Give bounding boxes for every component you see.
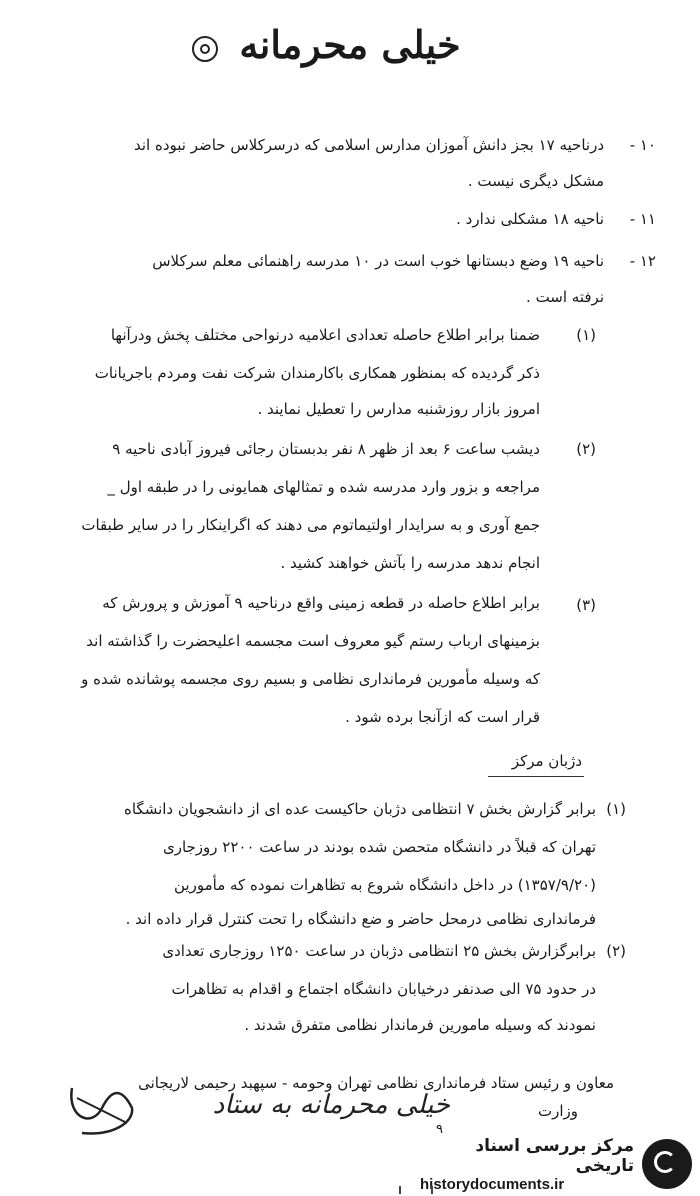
report-line: (۱۳۵۷/۹/۲۰) در داخل دانشگاه شروع به تظاهرات نموده که مأمورین (174, 876, 596, 894)
page-number: ۹ (436, 1122, 443, 1137)
item-number: ۱۲ - (629, 252, 656, 270)
item-line: ناحیه ۱۸ مشکلی ندارد . (456, 210, 604, 228)
paragraph-number: (۱) (576, 326, 596, 344)
paragraph-line: ذکر گردیده که بمنظور همکاری باکارمندان شرکت نفت ومردم باجریانات (94, 364, 540, 382)
paragraph-number: (۲) (576, 440, 596, 458)
item-number: ۱۱ - (629, 210, 656, 228)
scan-edge-marks (399, 1186, 433, 1194)
report-line: تهران که قبلاً در دانشگاه متحصن شده بودند در ساعت ۲۲۰۰ روزجاری (162, 838, 596, 856)
handwritten-signature (62, 1078, 142, 1144)
paragraph-line: ضمنا برابر اطلاع حاصله تعدادی اعلامیه درنواحی مختلف پخش ودرآنها (110, 326, 540, 344)
paragraph-line: دیشب ساعت ۶ بعد از ظهر ۸ نفر بدبستان رجائی فیروز آبادی ناحیه ۹ (112, 440, 540, 458)
paragraph-line: مراجعه و بزور وارد مدرسه شده و تمثالهای همایونی را در طبقه اول _ (107, 478, 540, 496)
paragraph-line: قرار است که ازآنجا برده شود . (345, 708, 540, 726)
report-line: نمودند که وسیله مامورین فرماندار نظامی متفرق شدند . (244, 1016, 596, 1034)
paragraph-line: بزمینهای ارباب رستم گیو معروف است مجسمه اعلیحضرت را گذاشته اند (86, 632, 540, 650)
section-heading-underline (488, 776, 584, 777)
item-line: درناحیه ۱۷ بجز دانش آموزان مدارس اسلامی که درسرکلاس حاضر نبوده اند (133, 136, 604, 154)
archive-logo-icon (642, 1139, 692, 1189)
handwritten-note: خیلی محرمانه به ستاد (212, 1090, 450, 1120)
item-number: ۱۰ - (629, 136, 656, 154)
report-line: فرمانداری نظامی درمحل حاضر و ضع دانشگاه را تحت کنترل قرار داده اند . (125, 910, 596, 928)
signature-line: معاون و رئیس ستاد فرمانداری نظامی تهران وحومه - سپهبد رحیمی لاریجانی (138, 1074, 614, 1092)
section-heading: دژبان مرکز (511, 752, 582, 770)
paragraph-number: (۳) (576, 596, 596, 614)
watermark-logo (420, 1136, 692, 1192)
ministry-label: وزارت (537, 1102, 578, 1120)
report-line: در حدود ۷۵ الی صدنفر درخیابان دانشگاه اجتماع و اقدام به تظاهرات (171, 980, 596, 998)
item-line: ناحیه ۱۹ وضع دبستانها خوب است در ۱۰ مدرسه راهنمائی معلم سرکلاس (152, 252, 604, 270)
document-title: خیلی محرمانه (239, 22, 461, 67)
watermark-org-name: مرکز بررسی اسناد تاریخی (475, 1135, 634, 1176)
paragraph-line: امروز بازار روزشنبه مدارس را تعطیل نمایند . (257, 400, 540, 418)
paragraph-line: برابر اطلاع حاصله در قطعه زمینی واقع درناحیه ۹ آموزش و پرورش که (102, 594, 540, 612)
watermark-url: historydocuments.ir (420, 1175, 565, 1193)
report-number: (۱) (606, 800, 626, 818)
item-line: نرفته است . (526, 288, 604, 306)
report-line: برابر گزارش بخش ۷ انتظامی دژبان حاکیست عده ای از دانشجویان دانشگاه (123, 800, 596, 818)
paragraph-line: که وسیله مأمورین فرمانداری نظامی و بسیم روی مجسمه پوشانده شده و (81, 670, 540, 688)
report-line: برابرگزارش بخش ۲۵ انتظامی دژبان در ساعت ۱۲۵۰ روزجاری تعدادی (162, 942, 596, 960)
paragraph-line: جمع آوری و به سرایدار اولتیماتوم می دهند که اگراینکار را در سایر طبقات (81, 516, 540, 534)
item-line: مشکل دیگری نیست . (467, 172, 604, 190)
paragraph-line: انجام ندهد مدرسه را بآتش خواهند کشید . (280, 554, 540, 572)
report-number: (۲) (606, 942, 626, 960)
